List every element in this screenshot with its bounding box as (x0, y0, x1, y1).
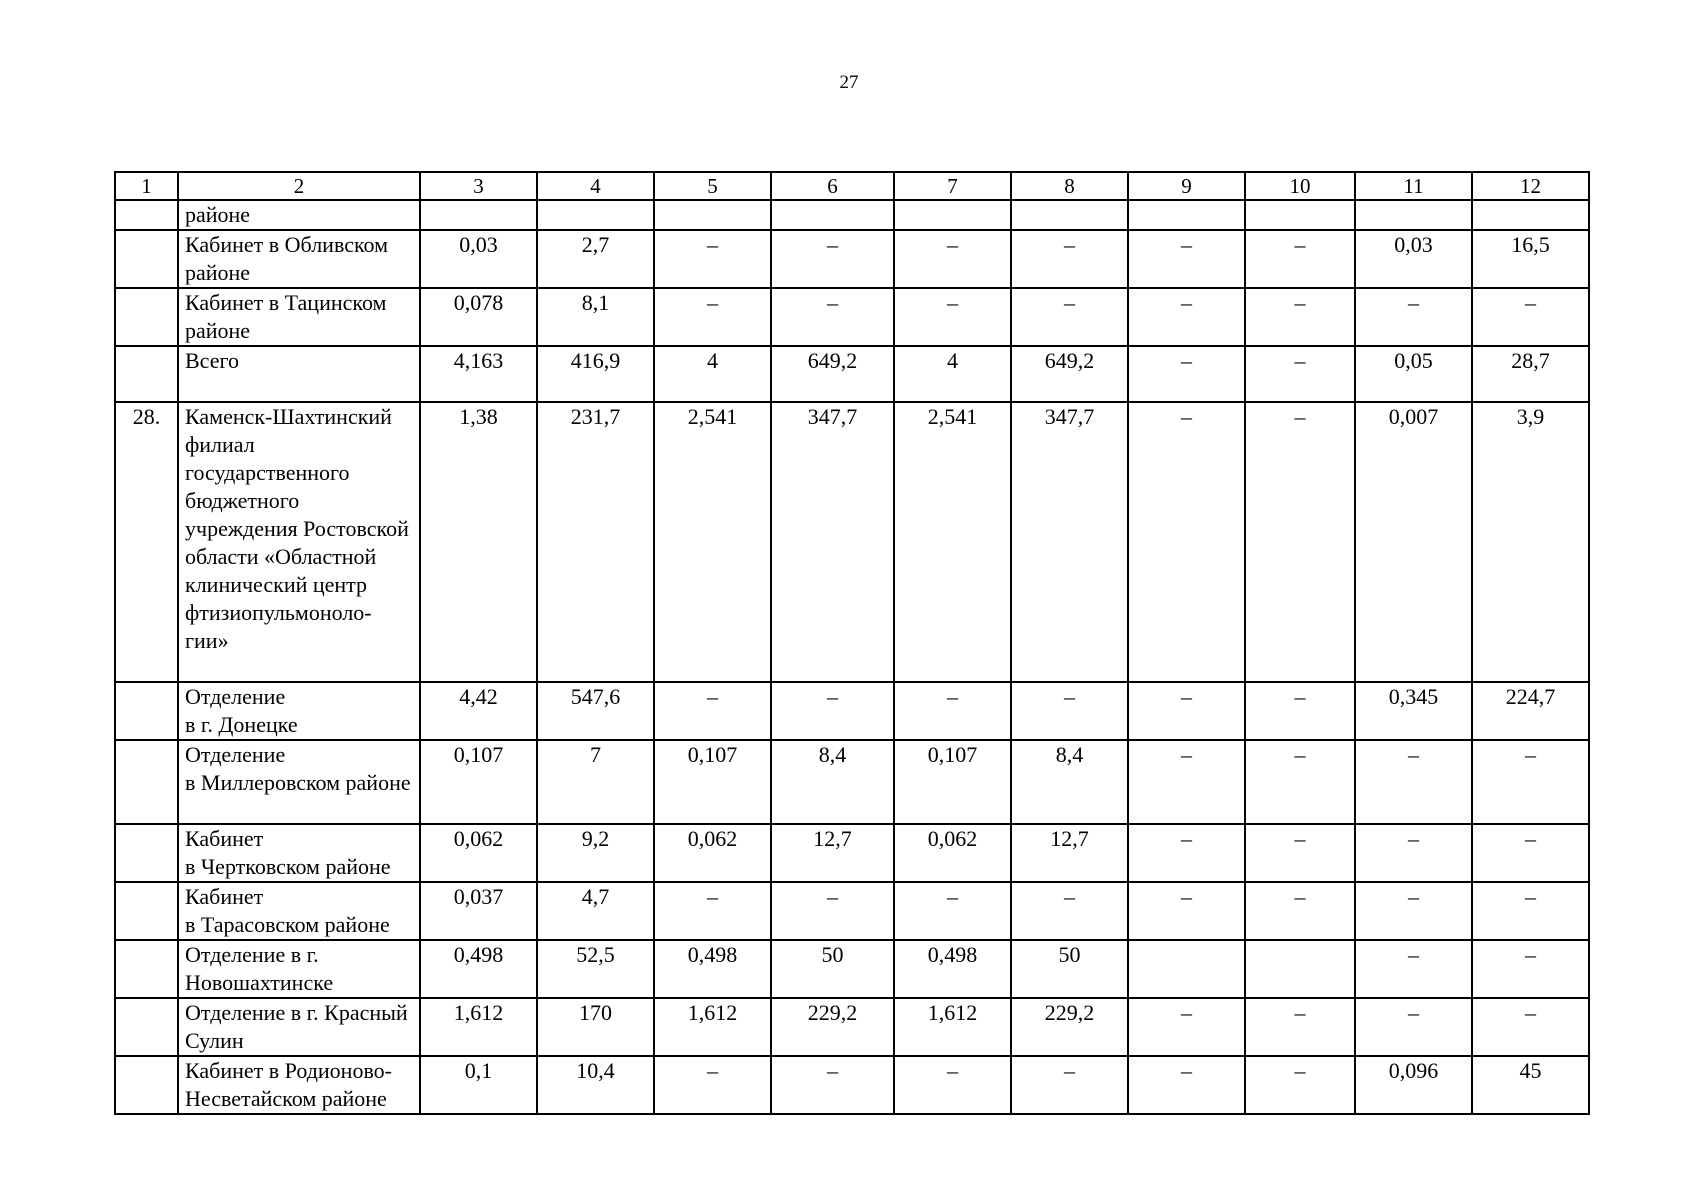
value-cell: 347,7 (1011, 402, 1128, 682)
value-cell: – (894, 1056, 1011, 1114)
row-name-cell: Кабинет в Чертковском районе (178, 824, 420, 882)
value-cell: – (1128, 288, 1245, 346)
value-cell: 170 (537, 998, 654, 1056)
value-cell: 2,7 (537, 230, 654, 288)
row-name-cell: Отделение в г. Донецке (178, 682, 420, 740)
row-number-cell (115, 200, 178, 230)
value-cell: 0,03 (1355, 230, 1472, 288)
value-cell (654, 200, 771, 230)
header-cell: 3 (420, 172, 537, 200)
value-cell: – (1128, 824, 1245, 882)
value-cell (1245, 200, 1355, 230)
table-row (115, 940, 1589, 998)
value-cell (1472, 200, 1589, 230)
row-number-cell (115, 288, 178, 346)
value-cell: – (1245, 682, 1355, 740)
value-cell: 0,1 (420, 1056, 537, 1114)
row-name-cell: Всего (178, 346, 420, 402)
data-table (114, 171, 1590, 1115)
value-cell: 12,7 (771, 824, 894, 882)
header-cell: 6 (771, 172, 894, 200)
row-number-cell: 28. (115, 402, 178, 682)
value-cell: – (894, 682, 1011, 740)
value-cell: – (1472, 824, 1589, 882)
row-number-cell (115, 346, 178, 402)
value-cell: 8,1 (537, 288, 654, 346)
value-cell: 0,107 (654, 740, 771, 824)
header-cell: 8 (1011, 172, 1128, 200)
value-cell (771, 200, 894, 230)
value-cell: – (1355, 998, 1472, 1056)
value-cell: – (1245, 402, 1355, 682)
value-cell: 50 (771, 940, 894, 998)
value-cell: – (1355, 824, 1472, 882)
value-cell: 416,9 (537, 346, 654, 402)
value-cell (1245, 940, 1355, 998)
value-cell: 0,498 (654, 940, 771, 998)
row-number-cell (115, 824, 178, 882)
value-cell: 16,5 (1472, 230, 1589, 288)
value-cell: 0,345 (1355, 682, 1472, 740)
value-cell: 50 (1011, 940, 1128, 998)
row-name-cell: Кабинет в Обливском районе (178, 230, 420, 288)
value-cell: – (894, 288, 1011, 346)
header-cell: 4 (537, 172, 654, 200)
row-number-cell (115, 1056, 178, 1114)
value-cell: – (654, 882, 771, 940)
row-number-cell (115, 940, 178, 998)
value-cell: 4 (894, 346, 1011, 402)
value-cell: – (1472, 740, 1589, 824)
value-cell: – (1472, 998, 1589, 1056)
value-cell (1128, 200, 1245, 230)
table-row (115, 740, 1589, 824)
value-cell: – (1128, 402, 1245, 682)
table-row (115, 682, 1589, 740)
value-cell: 229,2 (1011, 998, 1128, 1056)
value-cell: – (1355, 288, 1472, 346)
value-cell: 4,42 (420, 682, 537, 740)
value-cell (537, 200, 654, 230)
value-cell: 52,5 (537, 940, 654, 998)
value-cell: 231,7 (537, 402, 654, 682)
value-cell: 2,541 (654, 402, 771, 682)
table-row (115, 346, 1589, 402)
table-row (115, 882, 1589, 940)
row-name-cell: Кабинет в Родионово-Несветайском районе (178, 1056, 420, 1114)
value-cell: 0,05 (1355, 346, 1472, 402)
value-cell: – (1128, 998, 1245, 1056)
value-cell (1011, 200, 1128, 230)
value-cell: 8,4 (771, 740, 894, 824)
value-cell: – (1245, 230, 1355, 288)
value-cell: 12,7 (1011, 824, 1128, 882)
value-cell: 0,498 (420, 940, 537, 998)
value-cell (894, 200, 1011, 230)
value-cell: – (1472, 288, 1589, 346)
value-cell: 0,062 (420, 824, 537, 882)
value-cell: 0,03 (420, 230, 537, 288)
value-cell: 0,062 (894, 824, 1011, 882)
row-number-cell (115, 230, 178, 288)
value-cell: – (1128, 682, 1245, 740)
value-cell: 3,9 (1472, 402, 1589, 682)
value-cell: – (1128, 346, 1245, 402)
value-cell: 0,037 (420, 882, 537, 940)
value-cell: 0,078 (420, 288, 537, 346)
value-cell: – (894, 230, 1011, 288)
value-cell: – (654, 682, 771, 740)
value-cell: – (1245, 346, 1355, 402)
value-cell: 1,612 (894, 998, 1011, 1056)
value-cell: – (771, 682, 894, 740)
value-cell (420, 200, 537, 230)
value-cell: – (1011, 230, 1128, 288)
value-cell: 649,2 (1011, 346, 1128, 402)
value-cell: 0,107 (894, 740, 1011, 824)
page-number: 27 (839, 72, 859, 93)
value-cell: 1,38 (420, 402, 537, 682)
value-cell: 9,2 (537, 824, 654, 882)
value-cell: 0,096 (1355, 1056, 1472, 1114)
header-cell: 9 (1128, 172, 1245, 200)
value-cell: – (771, 230, 894, 288)
value-cell: – (1245, 288, 1355, 346)
table-row (115, 998, 1589, 1056)
value-cell (1128, 940, 1245, 998)
value-cell: 8,4 (1011, 740, 1128, 824)
value-cell: – (1245, 824, 1355, 882)
table-row (115, 288, 1589, 346)
value-cell: – (1128, 882, 1245, 940)
value-cell: 4 (654, 346, 771, 402)
value-cell: 0,107 (420, 740, 537, 824)
value-cell: – (1355, 740, 1472, 824)
row-name-cell: Отделение в г. Новошахтинске (178, 940, 420, 998)
value-cell: 4,163 (420, 346, 537, 402)
value-cell: 4,7 (537, 882, 654, 940)
value-cell: – (1128, 1056, 1245, 1114)
value-cell: 1,612 (654, 998, 771, 1056)
value-cell: 45 (1472, 1056, 1589, 1114)
row-name-cell: Кабинет в Тарасовском районе (178, 882, 420, 940)
value-cell: – (1011, 1056, 1128, 1114)
value-cell: – (1011, 882, 1128, 940)
value-cell: 10,4 (537, 1056, 654, 1114)
value-cell: – (1128, 230, 1245, 288)
value-cell: 1,612 (420, 998, 537, 1056)
value-cell: – (771, 1056, 894, 1114)
value-cell: 7 (537, 740, 654, 824)
header-cell: 7 (894, 172, 1011, 200)
table-row (115, 402, 1589, 682)
table-row (115, 1056, 1589, 1114)
value-cell: 0,062 (654, 824, 771, 882)
header-cell: 10 (1245, 172, 1355, 200)
table-header-row (115, 172, 1589, 200)
header-cell: 5 (654, 172, 771, 200)
value-cell: – (771, 288, 894, 346)
row-number-cell (115, 998, 178, 1056)
header-cell: 12 (1472, 172, 1589, 200)
value-cell: – (654, 230, 771, 288)
value-cell: 649,2 (771, 346, 894, 402)
value-cell: 2,541 (894, 402, 1011, 682)
value-cell: – (1128, 740, 1245, 824)
table-row (115, 230, 1589, 288)
row-name-cell: Кабинет в Тацинском районе (178, 288, 420, 346)
header-cell: 11 (1355, 172, 1472, 200)
row-name-cell: Отделение в г. Красный Сулин (178, 998, 420, 1056)
value-cell: – (1245, 882, 1355, 940)
header-cell: 2 (178, 172, 420, 200)
value-cell: 547,6 (537, 682, 654, 740)
value-cell: – (1011, 682, 1128, 740)
value-cell: – (1472, 882, 1589, 940)
value-cell: – (1011, 288, 1128, 346)
row-name-cell: районе (178, 200, 420, 230)
table-body (115, 172, 1589, 1114)
value-cell: – (771, 882, 894, 940)
row-name-cell: Отделение в Миллеровском районе (178, 740, 420, 824)
value-cell: – (654, 288, 771, 346)
row-number-cell (115, 740, 178, 824)
value-cell: – (1245, 998, 1355, 1056)
value-cell: 347,7 (771, 402, 894, 682)
value-cell: 0,498 (894, 940, 1011, 998)
value-cell: – (654, 1056, 771, 1114)
value-cell: 224,7 (1472, 682, 1589, 740)
value-cell: 0,007 (1355, 402, 1472, 682)
row-name-cell: Каменск-Шахтинский филиал государственного бюджетного учреждения Ростовской области «Областной клинический центр фтизиопульмоноло-гии» (178, 402, 420, 682)
value-cell (1355, 200, 1472, 230)
table-row (115, 824, 1589, 882)
value-cell: – (1245, 1056, 1355, 1114)
value-cell: – (1355, 882, 1472, 940)
table-row (115, 200, 1589, 230)
value-cell: – (894, 882, 1011, 940)
value-cell: 229,2 (771, 998, 894, 1056)
header-cell: 1 (115, 172, 178, 200)
value-cell: – (1355, 940, 1472, 998)
value-cell: – (1245, 740, 1355, 824)
row-number-cell (115, 882, 178, 940)
value-cell: – (1472, 940, 1589, 998)
value-cell: 28,7 (1472, 346, 1589, 402)
row-number-cell (115, 682, 178, 740)
